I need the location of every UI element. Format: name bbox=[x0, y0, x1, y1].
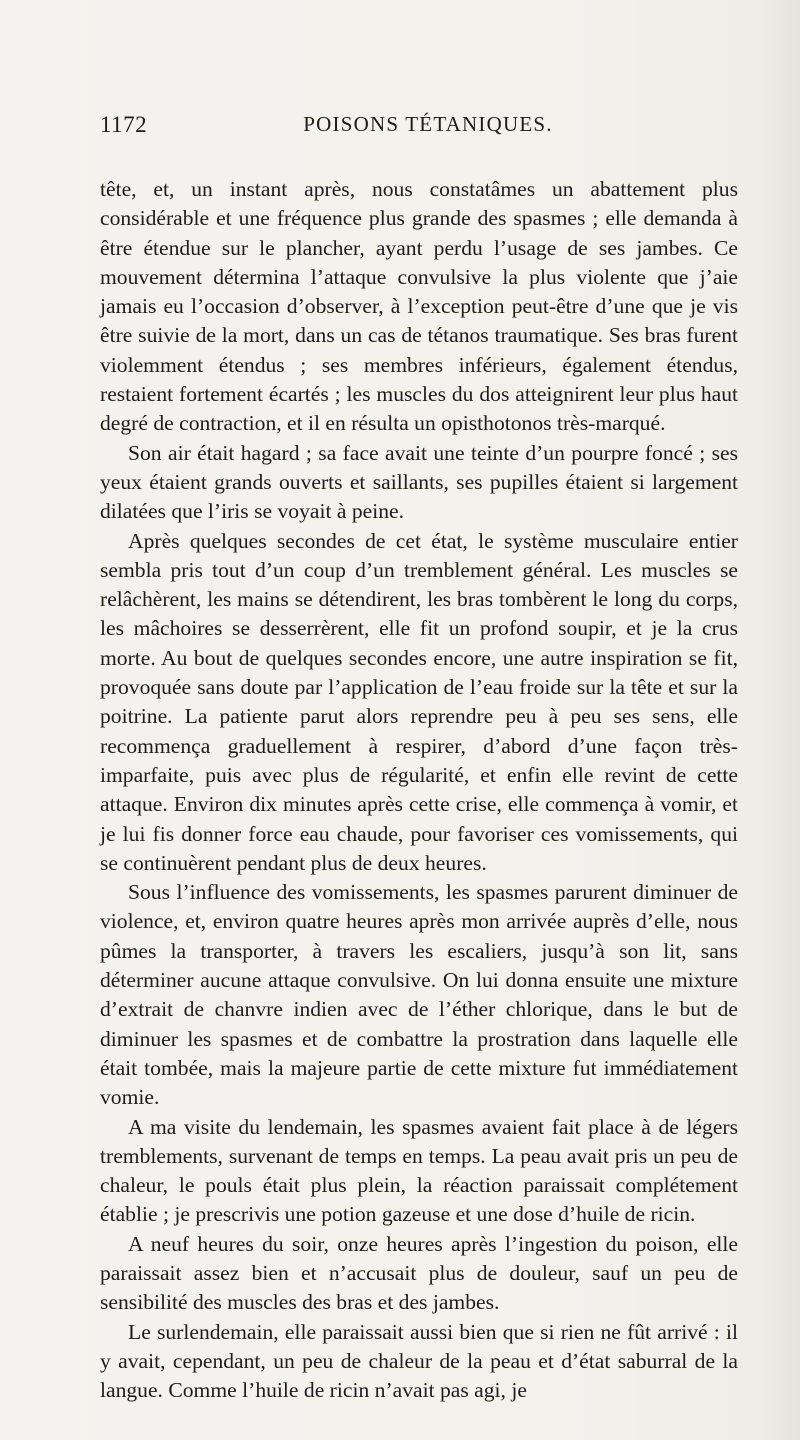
paragraph: A neuf heures du soir, onze heures après l’ingestion du poison, elle paraissait assez bien et n’accusait plus de douleur, sauf un peu de sensibilité des muscles des bras et des jambes. bbox=[100, 1231, 738, 1315]
page-number: 1172 bbox=[100, 112, 148, 137]
page-header bbox=[100, 112, 736, 148]
body-text bbox=[100, 175, 738, 1405]
page-edge-shadow bbox=[760, 0, 800, 1440]
paragraph: tête, et, un instant après, nous constatâmes un abattement plus considérable et une fréquence plus grande des spasmes ; elle demanda à être étendue sur le plancher, ayant perdu l’usage de ses jambes. Ce mouvement détermina l’attaque convulsive la plus violente que j’aie jamais eu l’occasion d’observer, à l’exception peut-être d’une que je vis être suivie de la mort, dans un cas de tétanos traumatique. Ses bras furent violemment étendus ; ses membres inférieurs, également étendus, restaient fortement écartés ; les muscles du dos atteignirent leur plus haut degré de contraction, et il en résulta un opisthotonos très-marqué. bbox=[100, 177, 738, 436]
paragraph: A ma visite du lendemain, les spasmes avaient fait place à de légers tremblements, survenant de temps en temps. La peau avait pris un peu de chaleur, le pouls était plus plein, la réaction paraissait complétement établie ; je prescrivis une potion gazeuse et une dose d’huile de ricin. bbox=[100, 1114, 738, 1227]
paragraph: Le surlendemain, elle paraissait aussi bien que si rien ne fût arrivé : il y avait, cependant, un peu de chaleur de la peau et d’état saburral de la langue. Comme l’huile de ricin n’avait pas agi, je bbox=[100, 1319, 738, 1403]
running-title: POISONS TÉTANIQUES. bbox=[303, 112, 553, 136]
paragraph: Sous l’influence des vomissements, les spasmes parurent diminuer de violence, et, environ quatre heures après mon arrivée auprès d’elle, nous pûmes la transporter, à travers les escaliers, jusqu’à son lit, sans déterminer aucune attaque convulsive. On lui donna ensuite une mixture d’extrait de chanvre indien avec de l’éther chlorique, dans le but de diminuer les spasmes et de combattre la prostration dans laquelle elle était tombée, mais la majeure partie de cette mixture fut immédiatement vomie. bbox=[100, 880, 738, 1110]
paragraph: Après quelques secondes de cet état, le système musculaire entier sembla pris tout d’un coup d’un tremblement général. Les muscles se relâchèrent, les mains se détendirent, les bras tombèrent le long du corps, les mâchoires se desserrèrent, elle fit un profond soupir, et je la crus morte. Au bout de quelques secondes encore, une autre inspiration se fit, provoquée sans doute par l’application de l’eau froide sur la tête et sur la poitrine. La patiente parut alors reprendre peu à peu ses sens, elle recommença graduellement à respirer, d’abord d’une façon très-imparfaite, puis avec plus de régularité, et enfin elle revint de cette attaque. Environ dix minutes après cette crise, elle commença à vomir, et je lui fis donner force eau chaude, pour favoriser ces vomissements, qui se continuèrent pendant plus de deux heures. bbox=[100, 528, 738, 875]
paragraph: Son air était hagard ; sa face avait une teinte d’un pourpre foncé ; ses yeux étaient grands ouverts et saillants, ses pupilles étaient si largement dilatées que l’iris se voyait à peine. bbox=[100, 440, 738, 524]
